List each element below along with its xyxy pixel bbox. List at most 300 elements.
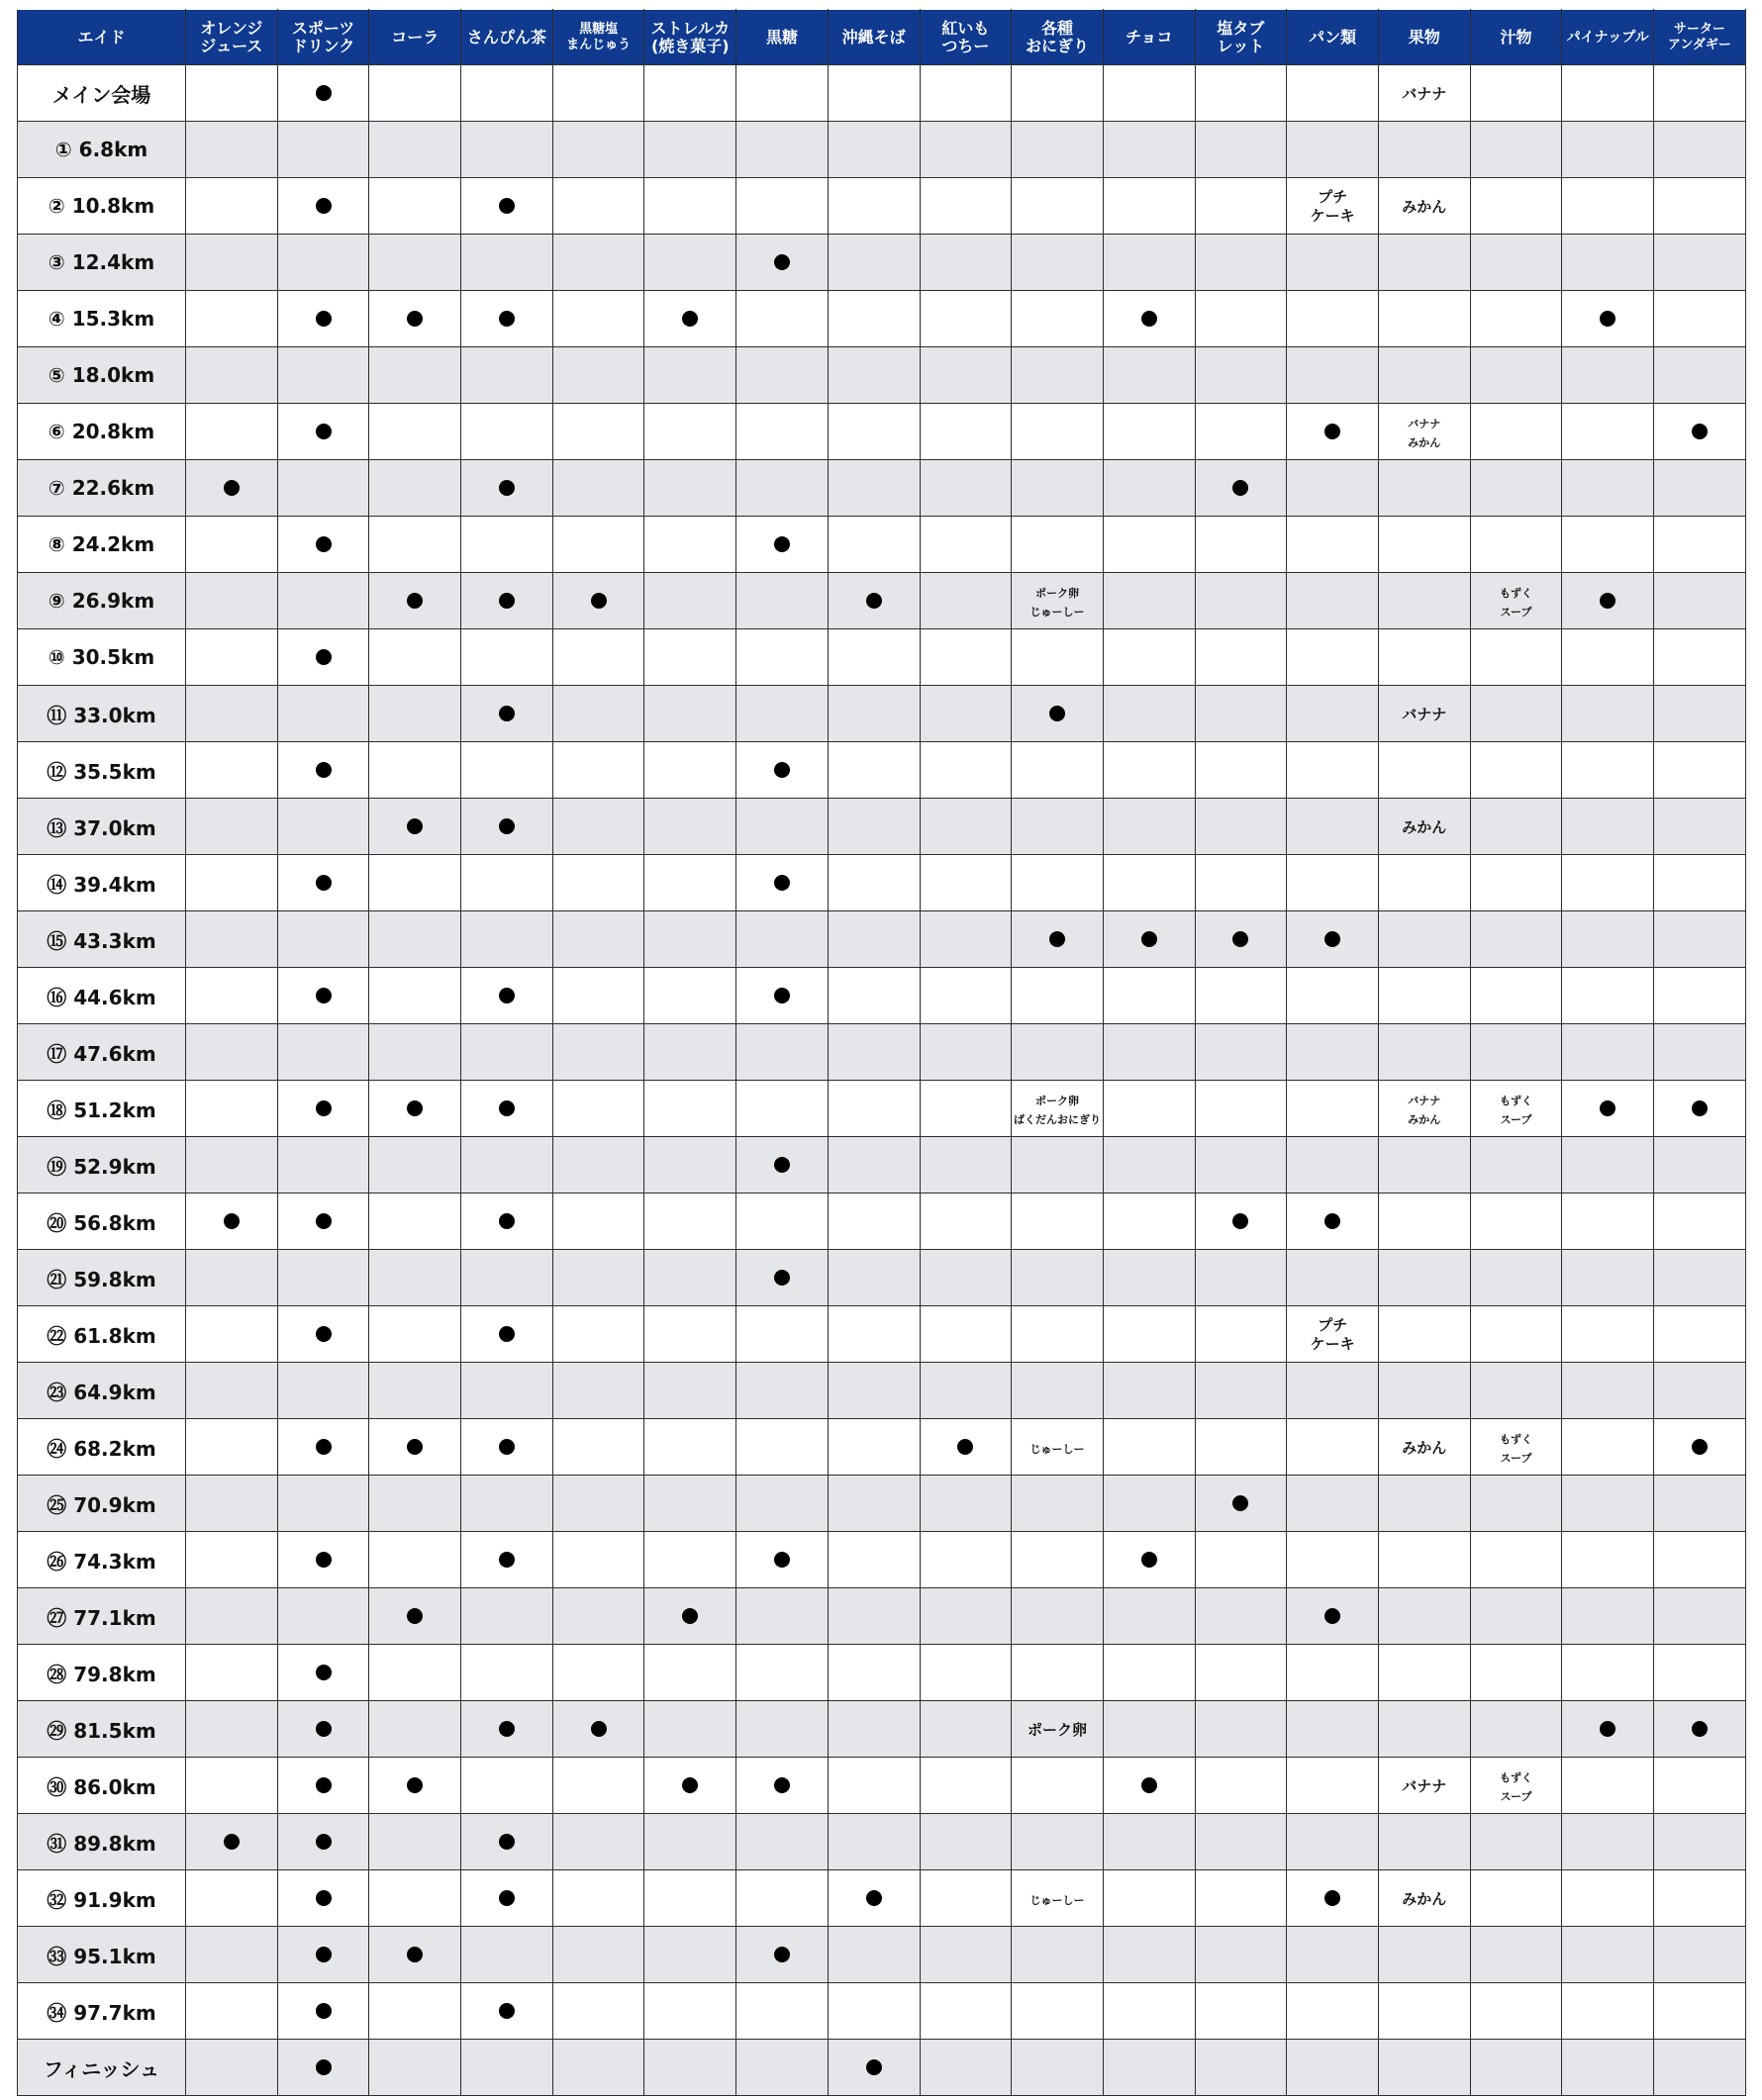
table-cell: [1103, 1927, 1195, 1983]
table-cell: [736, 122, 829, 178]
table-cell: [644, 1081, 736, 1137]
available-dot-icon: [774, 1270, 790, 1286]
table-cell: [1654, 2040, 1746, 2096]
table-cell: [828, 1306, 920, 1363]
table-cell: [369, 855, 461, 911]
table-cell: [920, 1814, 1012, 1870]
table-cell: [1562, 404, 1654, 460]
available-dot-icon: [1692, 1721, 1708, 1737]
table-cell: [1195, 178, 1287, 235]
table-cell: [1562, 1193, 1654, 1250]
table-cell: [736, 968, 829, 1024]
table-cell: [1012, 1419, 1104, 1476]
table-cell: [1103, 629, 1195, 686]
table-cell: [736, 460, 829, 517]
table-cell: [1012, 1814, 1104, 1870]
table-cell: [277, 65, 369, 122]
table-cell: [1287, 573, 1379, 629]
column-header: 汁物: [1470, 10, 1562, 65]
table-cell: [1012, 1024, 1104, 1081]
table-cell: [1654, 1419, 1746, 1476]
table-cell: [1654, 1250, 1746, 1306]
available-dot-icon: [316, 536, 332, 552]
aid-station-name: ㉑ 59.8km: [18, 1250, 186, 1306]
table-cell: [186, 629, 278, 686]
table-cell: [369, 1476, 461, 1532]
table-cell: [552, 1306, 644, 1363]
table-cell: [461, 235, 553, 291]
available-dot-icon: [407, 593, 423, 609]
table-cell: [552, 1137, 644, 1193]
table-cell: [1470, 235, 1562, 291]
aid-station-name: ⑪ 33.0km: [18, 686, 186, 742]
table-cell: [1470, 178, 1562, 235]
table-cell: [736, 347, 829, 404]
table-cell: [461, 347, 553, 404]
table-cell: [461, 911, 553, 968]
table-cell: [1103, 1983, 1195, 2040]
aid-station-name: ㉚ 86.0km: [18, 1758, 186, 1814]
available-dot-icon: [1232, 1213, 1248, 1229]
table-cell: [461, 1814, 553, 1870]
table-cell: [644, 1193, 736, 1250]
table-cell: [736, 65, 829, 122]
table-cell: [186, 1081, 278, 1137]
table-cell: [1012, 1645, 1104, 1701]
table-cell: [736, 911, 829, 968]
table-cell: [369, 1870, 461, 1927]
table-cell: [1287, 1870, 1379, 1927]
available-dot-icon: [316, 875, 332, 891]
table-cell: [552, 122, 644, 178]
cell-text: ポーク卵: [1028, 1720, 1088, 1739]
cell-text: じゅーしー: [1029, 1442, 1085, 1456]
table-cell: [369, 1645, 461, 1701]
aid-station-name: ㉓ 64.9km: [18, 1363, 186, 1419]
table-cell: [1103, 968, 1195, 1024]
available-dot-icon: [316, 2059, 332, 2075]
table-cell: [1287, 855, 1379, 911]
table-cell: [461, 742, 553, 799]
table-cell: [828, 742, 920, 799]
available-dot-icon: [774, 536, 790, 552]
cell-text: みかん: [1402, 1889, 1447, 1908]
table-cell: [369, 65, 461, 122]
table-cell: [1195, 968, 1287, 1024]
table-cell: [1195, 742, 1287, 799]
column-header-aid: エイド: [18, 10, 186, 65]
table-cell: [1378, 291, 1470, 347]
available-dot-icon: [774, 1157, 790, 1173]
table-cell: [828, 517, 920, 573]
table-cell: [552, 1250, 644, 1306]
table-row: [18, 629, 1746, 686]
available-dot-icon: [774, 1552, 790, 1568]
table-row: [18, 1193, 1746, 1250]
table-cell: [277, 855, 369, 911]
table-cell: [277, 1983, 369, 2040]
table-cell: [1012, 799, 1104, 855]
table-cell: [1470, 1363, 1562, 1419]
column-header: ストレルカ (焼き菓子): [644, 10, 736, 65]
table-cell: [1103, 1758, 1195, 1814]
table-cell: [920, 1870, 1012, 1927]
table-cell: [552, 1081, 644, 1137]
table-cell: [828, 911, 920, 968]
table-cell: [552, 1870, 644, 1927]
table-cell: [1470, 573, 1562, 629]
table-cell: [277, 1814, 369, 1870]
table-cell: [1654, 1701, 1746, 1758]
table-cell: [644, 517, 736, 573]
available-dot-icon: [316, 2003, 332, 2019]
table-row: [18, 178, 1746, 235]
available-dot-icon: [316, 1721, 332, 1737]
table-cell: [1195, 460, 1287, 517]
table-cell: [920, 347, 1012, 404]
table-cell: [1470, 122, 1562, 178]
available-dot-icon: [316, 198, 332, 214]
table-cell: [369, 122, 461, 178]
table-cell: [1470, 1419, 1562, 1476]
table-cell: [736, 1870, 829, 1927]
table-cell: [552, 1814, 644, 1870]
table-row: [18, 1645, 1746, 1701]
table-cell: [1470, 799, 1562, 855]
table-cell: [920, 235, 1012, 291]
cell-text: ポーク卵 じゅーしー: [1029, 587, 1085, 619]
table-cell: [1654, 1645, 1746, 1701]
table-cell: [1195, 855, 1287, 911]
available-dot-icon: [866, 593, 882, 609]
table-cell: [1470, 65, 1562, 122]
table-cell: [552, 517, 644, 573]
table-row: [18, 1419, 1746, 1476]
table-cell: [1195, 1870, 1287, 1927]
table-cell: [1012, 1983, 1104, 2040]
table-cell: [1378, 178, 1470, 235]
table-cell: [1103, 855, 1195, 911]
table-cell: [1654, 573, 1746, 629]
table-cell: [1287, 1024, 1379, 1081]
table-cell: [1562, 1306, 1654, 1363]
aid-station-name: ㉞ 97.7km: [18, 1983, 186, 2040]
table-cell: [828, 2040, 920, 2096]
table-cell: [461, 1645, 553, 1701]
column-header: コーラ: [369, 10, 461, 65]
table-cell: [1195, 1193, 1287, 1250]
table-cell: [1012, 1532, 1104, 1588]
table-row: [18, 1758, 1746, 1814]
table-cell: [1195, 629, 1287, 686]
table-row: [18, 968, 1746, 1024]
table-cell: [1654, 1532, 1746, 1588]
available-dot-icon: [1692, 1100, 1708, 1116]
table-cell: [1287, 65, 1379, 122]
table-cell: [644, 2040, 736, 2096]
table-cell: [1562, 1081, 1654, 1137]
aid-station-name: ㉘ 79.8km: [18, 1645, 186, 1701]
table-cell: [736, 629, 829, 686]
table-cell: [461, 1081, 553, 1137]
table-cell: [828, 1532, 920, 1588]
table-cell: [461, 573, 553, 629]
table-cell: [1103, 1532, 1195, 1588]
table-cell: [277, 1532, 369, 1588]
table-cell: [1287, 629, 1379, 686]
table-cell: [1103, 911, 1195, 968]
table-cell: [1654, 178, 1746, 235]
table-cell: [644, 968, 736, 1024]
table-row: [18, 742, 1746, 799]
table-cell: [461, 968, 553, 1024]
table-cell: [1378, 347, 1470, 404]
aid-station-name: ㉖ 74.3km: [18, 1532, 186, 1588]
table-cell: [186, 1363, 278, 1419]
table-cell: [552, 1532, 644, 1588]
table-cell: [1012, 1927, 1104, 1983]
available-dot-icon: [499, 818, 515, 834]
cell-text: バナナ: [1402, 84, 1447, 103]
table-cell: [461, 1137, 553, 1193]
available-dot-icon: [1324, 424, 1340, 439]
table-cell: [552, 1419, 644, 1476]
available-dot-icon: [1141, 311, 1157, 327]
table-cell: [1470, 742, 1562, 799]
table-cell: [1195, 1363, 1287, 1419]
table-row: [18, 517, 1746, 573]
table-row: [18, 911, 1746, 968]
aid-station-name: メイン会場: [18, 65, 186, 122]
available-dot-icon: [316, 1213, 332, 1229]
table-cell: [1378, 968, 1470, 1024]
table-cell: [920, 1024, 1012, 1081]
cell-text: ポーク卵 ばくだんおにぎり: [1014, 1095, 1102, 1126]
aid-station-name: ⑱ 51.2km: [18, 1081, 186, 1137]
table-cell: [1562, 122, 1654, 178]
table-cell: [1378, 1193, 1470, 1250]
table-cell: [828, 1927, 920, 1983]
aid-station-name: ⑰ 47.6km: [18, 1024, 186, 1081]
available-dot-icon: [316, 1439, 332, 1455]
table-cell: [277, 1137, 369, 1193]
table-cell: [1470, 1532, 1562, 1588]
table-cell: [1378, 404, 1470, 460]
table-cell: [186, 742, 278, 799]
column-header: スポーツ ドリンク: [277, 10, 369, 65]
table-cell: [552, 1645, 644, 1701]
table-cell: [277, 742, 369, 799]
table-row: [18, 1250, 1746, 1306]
table-cell: [920, 178, 1012, 235]
available-dot-icon: [316, 988, 332, 1003]
table-cell: [920, 686, 1012, 742]
table-cell: [828, 1476, 920, 1532]
table-row: [18, 122, 1746, 178]
table-cell: [461, 799, 553, 855]
table-row: [18, 404, 1746, 460]
table-cell: [186, 1588, 278, 1645]
table-cell: [1287, 291, 1379, 347]
table-cell: [1562, 347, 1654, 404]
table-cell: [828, 1588, 920, 1645]
table-cell: [920, 122, 1012, 178]
table-row: [18, 65, 1746, 122]
table-cell: [186, 1024, 278, 1081]
table-cell: [1562, 291, 1654, 347]
table-cell: [1378, 122, 1470, 178]
table-cell: [1012, 1870, 1104, 1927]
table-cell: [1562, 2040, 1654, 2096]
table-cell: [461, 291, 553, 347]
table-cell: [644, 1814, 736, 1870]
table-cell: [369, 460, 461, 517]
table-cell: [461, 65, 553, 122]
table-cell: [736, 2040, 829, 2096]
table-cell: [1470, 1476, 1562, 1532]
table-cell: [920, 1927, 1012, 1983]
table-row: [18, 1137, 1746, 1193]
table-cell: [1378, 686, 1470, 742]
table-cell: [277, 1250, 369, 1306]
table-cell: [828, 460, 920, 517]
table-cell: [277, 1193, 369, 1250]
table-cell: [736, 1645, 829, 1701]
aid-station-name: ⑤ 18.0km: [18, 347, 186, 404]
column-header: オレンジ ジュース: [186, 10, 278, 65]
table-cell: [644, 404, 736, 460]
table-cell: [1287, 1363, 1379, 1419]
table-cell: [1654, 1476, 1746, 1532]
table-cell: [644, 1758, 736, 1814]
table-cell: [644, 629, 736, 686]
table-cell: [1012, 2040, 1104, 2096]
table-cell: [186, 1701, 278, 1758]
aid-station-name: ⑲ 52.9km: [18, 1137, 186, 1193]
table-cell: [369, 742, 461, 799]
table-cell: [644, 291, 736, 347]
table-cell: [736, 517, 829, 573]
table-cell: [736, 742, 829, 799]
table-cell: [1287, 122, 1379, 178]
table-row: [18, 1927, 1746, 1983]
table-cell: [1195, 404, 1287, 460]
table-cell: [1012, 1306, 1104, 1363]
table-cell: [1470, 1983, 1562, 2040]
table-cell: [277, 1701, 369, 1758]
available-dot-icon: [499, 593, 515, 609]
available-dot-icon: [774, 875, 790, 891]
table-cell: [1287, 968, 1379, 1024]
cell-text: もずく スープ: [1499, 1433, 1532, 1465]
table-cell: [1378, 742, 1470, 799]
aid-station-name: ㉙ 81.5km: [18, 1701, 186, 1758]
table-cell: [369, 1193, 461, 1250]
table-cell: [1195, 686, 1287, 742]
table-cell: [644, 1476, 736, 1532]
table-cell: [1378, 1363, 1470, 1419]
table-cell: [1470, 1024, 1562, 1081]
table-cell: [552, 291, 644, 347]
table-cell: [1378, 1250, 1470, 1306]
table-cell: [1378, 1701, 1470, 1758]
table-cell: [736, 573, 829, 629]
available-dot-icon: [1324, 1890, 1340, 1906]
table-cell: [1562, 460, 1654, 517]
cell-text: みかん: [1402, 817, 1447, 836]
table-cell: [644, 1588, 736, 1645]
column-header: 黒糖塩 まんじゅう: [552, 10, 644, 65]
column-header: 各種 おにぎり: [1012, 10, 1104, 65]
aid-station-name: ㉛ 89.8km: [18, 1814, 186, 1870]
table-cell: [1012, 855, 1104, 911]
table-cell: [186, 1306, 278, 1363]
aid-station-name: ④ 15.3km: [18, 291, 186, 347]
available-dot-icon: [682, 1777, 698, 1793]
table-cell: [369, 911, 461, 968]
table-cell: [1654, 1081, 1746, 1137]
table-cell: [369, 968, 461, 1024]
table-cell: [1103, 1419, 1195, 1476]
table-cell: [736, 235, 829, 291]
table-cell: [186, 404, 278, 460]
table-cell: [920, 1363, 1012, 1419]
table-cell: [1378, 1137, 1470, 1193]
table-cell: [1195, 1024, 1287, 1081]
table-cell: [1378, 1024, 1470, 1081]
cell-text: もずく スープ: [1499, 1771, 1532, 1803]
table-cell: [1654, 65, 1746, 122]
table-cell: [1470, 517, 1562, 573]
table-cell: [461, 1250, 553, 1306]
table-cell: [369, 2040, 461, 2096]
table-row: [18, 2040, 1746, 2096]
table-cell: [277, 460, 369, 517]
table-cell: [461, 2040, 553, 2096]
table-row: [18, 1024, 1746, 1081]
table-cell: [186, 1870, 278, 1927]
available-dot-icon: [499, 1552, 515, 1568]
table-cell: [1287, 1983, 1379, 2040]
table-cell: [736, 1081, 829, 1137]
available-dot-icon: [1692, 1439, 1708, 1455]
table-cell: [828, 404, 920, 460]
table-cell: [1195, 1645, 1287, 1701]
table-cell: [1012, 573, 1104, 629]
table-cell: [1287, 1588, 1379, 1645]
available-dot-icon: [499, 988, 515, 1003]
table-cell: [277, 517, 369, 573]
table-cell: [1012, 291, 1104, 347]
table-cell: [736, 1024, 829, 1081]
table-cell: [1195, 517, 1287, 573]
table-cell: [552, 347, 644, 404]
table-cell: [1103, 1588, 1195, 1645]
table-cell: [1562, 968, 1654, 1024]
table-cell: [1103, 235, 1195, 291]
table-cell: [1378, 911, 1470, 968]
table-cell: [461, 1419, 553, 1476]
table-cell: [1470, 968, 1562, 1024]
table-cell: [736, 404, 829, 460]
table-cell: [1470, 347, 1562, 404]
table-cell: [1470, 911, 1562, 968]
table-cell: [1562, 573, 1654, 629]
table-cell: [552, 1927, 644, 1983]
table-cell: [828, 1814, 920, 1870]
table-cell: [1287, 1701, 1379, 1758]
table-cell: [461, 460, 553, 517]
